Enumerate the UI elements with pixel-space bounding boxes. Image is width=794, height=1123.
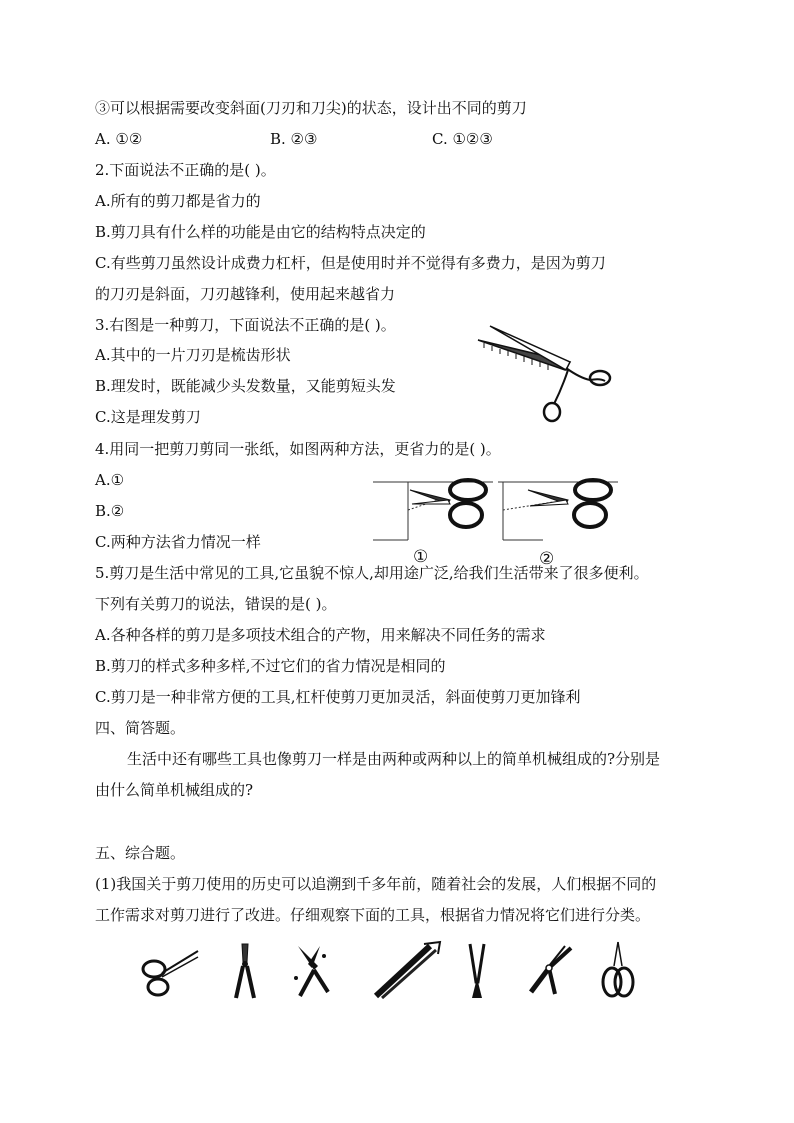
section5-title: 五、综合题。	[95, 844, 186, 862]
q5-option-c: C.剪刀是一种非常方便的工具,杠杆使剪刀更加灵活，斜面使剪刀更加锋利	[95, 688, 581, 706]
q2-option-c-line2: 的刀刃是斜面，刀刃越锋利，使用起来越省力	[95, 285, 396, 303]
q4-stem: 4.用同一把剪刀剪同一张纸，如图两种方法，更省力的是( )。	[95, 440, 501, 458]
option-c: C. ①②③	[432, 130, 493, 148]
section4-para-line1: 生活中还有哪些工具也像剪刀一样是由两种或两种以上的简单机械组成的?分别是	[127, 750, 661, 768]
cutting-methods-figure	[368, 470, 618, 570]
q5-stem-line1: 5.剪刀是生活中常见的工具,它虽貌不惊人,却用途广泛,给我们生活带来了很多便利。	[95, 564, 649, 582]
figure-label-1: ①	[413, 547, 429, 567]
q4-option-c: C.两种方法省力情况一样	[95, 533, 261, 551]
q2-stem: 2.下面说法不正确的是( )。	[95, 161, 276, 179]
section5-para-line2: 工作需求对剪刀进行了改进。仔细观察下面的工具，根据省力情况将它们进行分类。	[95, 906, 651, 924]
pruning-shears-icon	[290, 942, 335, 1000]
q3-stem: 3.右图是一种剪刀，下面说法不正确的是( )。	[95, 316, 396, 334]
q3-option-a: A.其中的一片刀刃是梳齿形状	[95, 346, 291, 364]
q5-option-a: A.各种各样的剪刀是多项技术组合的产物，用来解决不同任务的需求	[95, 626, 546, 644]
question-item-3: ③可以根据需要改变斜面(刀刃和刀尖)的状态，设计出不同的剪刀	[95, 99, 527, 117]
q3-option-c: C.这是理发剪刀	[95, 408, 201, 426]
q5-stem-line2: 下列有关剪刀的说法，错误的是( )。	[95, 595, 337, 613]
thread-snips-icon	[462, 942, 492, 1000]
figure-label-2: ②	[539, 549, 555, 569]
option-b: B. ②③	[270, 130, 318, 148]
thinning-scissors-icon	[470, 318, 620, 428]
section5-para-line1: (1)我国关于剪刀使用的历史可以追溯到千多年前，随着社会的发展，人们根据不同的	[95, 875, 657, 893]
q3-option-b: B.理发时，既能减少头发数量，又能剪短头发	[95, 377, 396, 395]
q2-option-c-line1: C.有些剪刀虽然设计成费力杠杆，但是使用时并不觉得有多费力，是因为剪刀	[95, 254, 606, 272]
q5-option-b: B.剪刀的样式多种多样,不过它们的省力情况是相同的	[95, 657, 446, 675]
q2-option-a: A.所有的剪刀都是省力的	[95, 192, 261, 210]
pliers-icon	[230, 942, 260, 1000]
pliers-tool-icon	[525, 944, 575, 996]
long-shears-icon	[372, 940, 442, 1000]
q2-option-b: B.剪刀具有什么样的功能是由它的结构特点决定的	[95, 223, 426, 241]
section4-para-line2: 由什么简单机械组成的?	[95, 781, 254, 799]
section4-title: 四、简答题。	[95, 719, 186, 737]
option-a: A. ①②	[95, 130, 143, 148]
q4-option-b: B.②	[95, 502, 125, 520]
q4-option-a: A.①	[95, 471, 125, 489]
scissors-icon	[140, 945, 200, 1000]
traditional-scissors-icon	[600, 940, 636, 1000]
